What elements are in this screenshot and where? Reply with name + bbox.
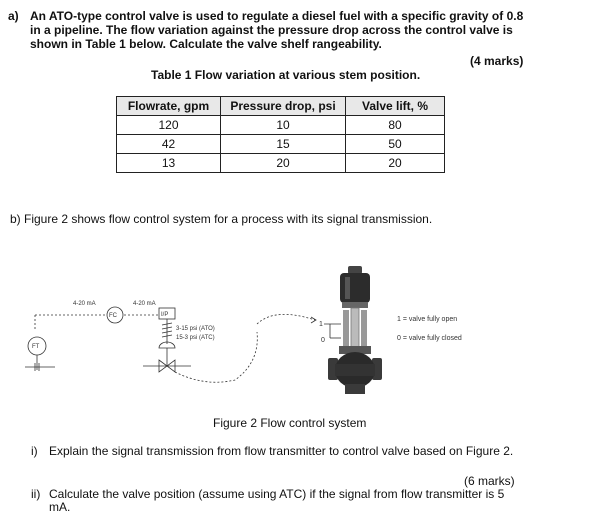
table-cell: 42 xyxy=(117,135,221,154)
table-cell: 20 xyxy=(221,154,346,173)
question-b xyxy=(10,212,432,226)
pneumatic-label-ato: 3-15 psi (ATO) xyxy=(176,326,215,332)
question-ii xyxy=(31,488,526,514)
table-row xyxy=(117,135,445,154)
mapping-line xyxy=(257,314,315,324)
legend-closed: 0 = valve fully closed xyxy=(397,335,462,342)
signal-label-1: 4-20 mA xyxy=(73,301,96,307)
table-header: Pressure drop, psi xyxy=(221,97,346,116)
question-i-text: Explain the signal transmission from flow transmitter to control valve based on Figure 2. xyxy=(49,444,514,458)
ft-label: FT xyxy=(32,344,40,350)
question-a-label: a) xyxy=(8,9,19,23)
stem-bottom-label: 0 xyxy=(321,337,325,344)
table-header: Valve lift, % xyxy=(346,97,445,116)
signal-label-2: 4-20 mA xyxy=(133,301,156,307)
question-b-text: Figure 2 shows flow control system for a process with its signal transmission. xyxy=(24,212,433,226)
table-cell: 10 xyxy=(221,116,346,135)
table-cell: 15 xyxy=(221,135,346,154)
question-a-text: An ATO-type control valve is used to regulate a diesel fuel with a specific gravity of 0.8 in a pipeline. The flow variation against the pressure drop across the control valve is shown in Table 1 below. Calculate the valve shelf rangeability. xyxy=(30,9,524,51)
flow-table xyxy=(116,96,445,173)
question-ii-label: ii) xyxy=(31,487,41,501)
figure-caption: Figure 2 Flow control system xyxy=(213,416,367,430)
table-cell: 20 xyxy=(346,154,445,173)
flow-control-figure xyxy=(32,262,575,412)
table-header: Flowrate, gpm xyxy=(117,97,221,116)
table-cell: 120 xyxy=(117,116,221,135)
question-i xyxy=(31,445,526,458)
question-b-label: b) xyxy=(10,212,21,226)
table-cell: 13 xyxy=(117,154,221,173)
table-cell: 80 xyxy=(346,116,445,135)
question-a xyxy=(8,9,533,51)
table-row xyxy=(117,116,445,135)
table-caption: Table 1 Flow variation at various stem position. xyxy=(151,68,421,82)
question-ii-text: Calculate the valve position (assume using ATC) if the signal from flow transmitter is 5 mA. xyxy=(49,487,505,514)
question-a-marks: (4 marks) xyxy=(470,54,524,68)
control-valve-photo xyxy=(328,266,382,394)
table-cell: 50 xyxy=(346,135,445,154)
table-row xyxy=(117,154,445,173)
question-i-label: i) xyxy=(31,444,38,458)
ip-label: I/P xyxy=(161,312,169,318)
question-i-marks: (6 marks) xyxy=(464,474,515,488)
legend-open: 1 = valve fully open xyxy=(397,316,458,323)
stem-top-label: 1 xyxy=(319,321,323,328)
pneumatic-label-atc: 15-3 psi (ATC) xyxy=(176,335,215,341)
fc-label: FC xyxy=(109,313,117,319)
